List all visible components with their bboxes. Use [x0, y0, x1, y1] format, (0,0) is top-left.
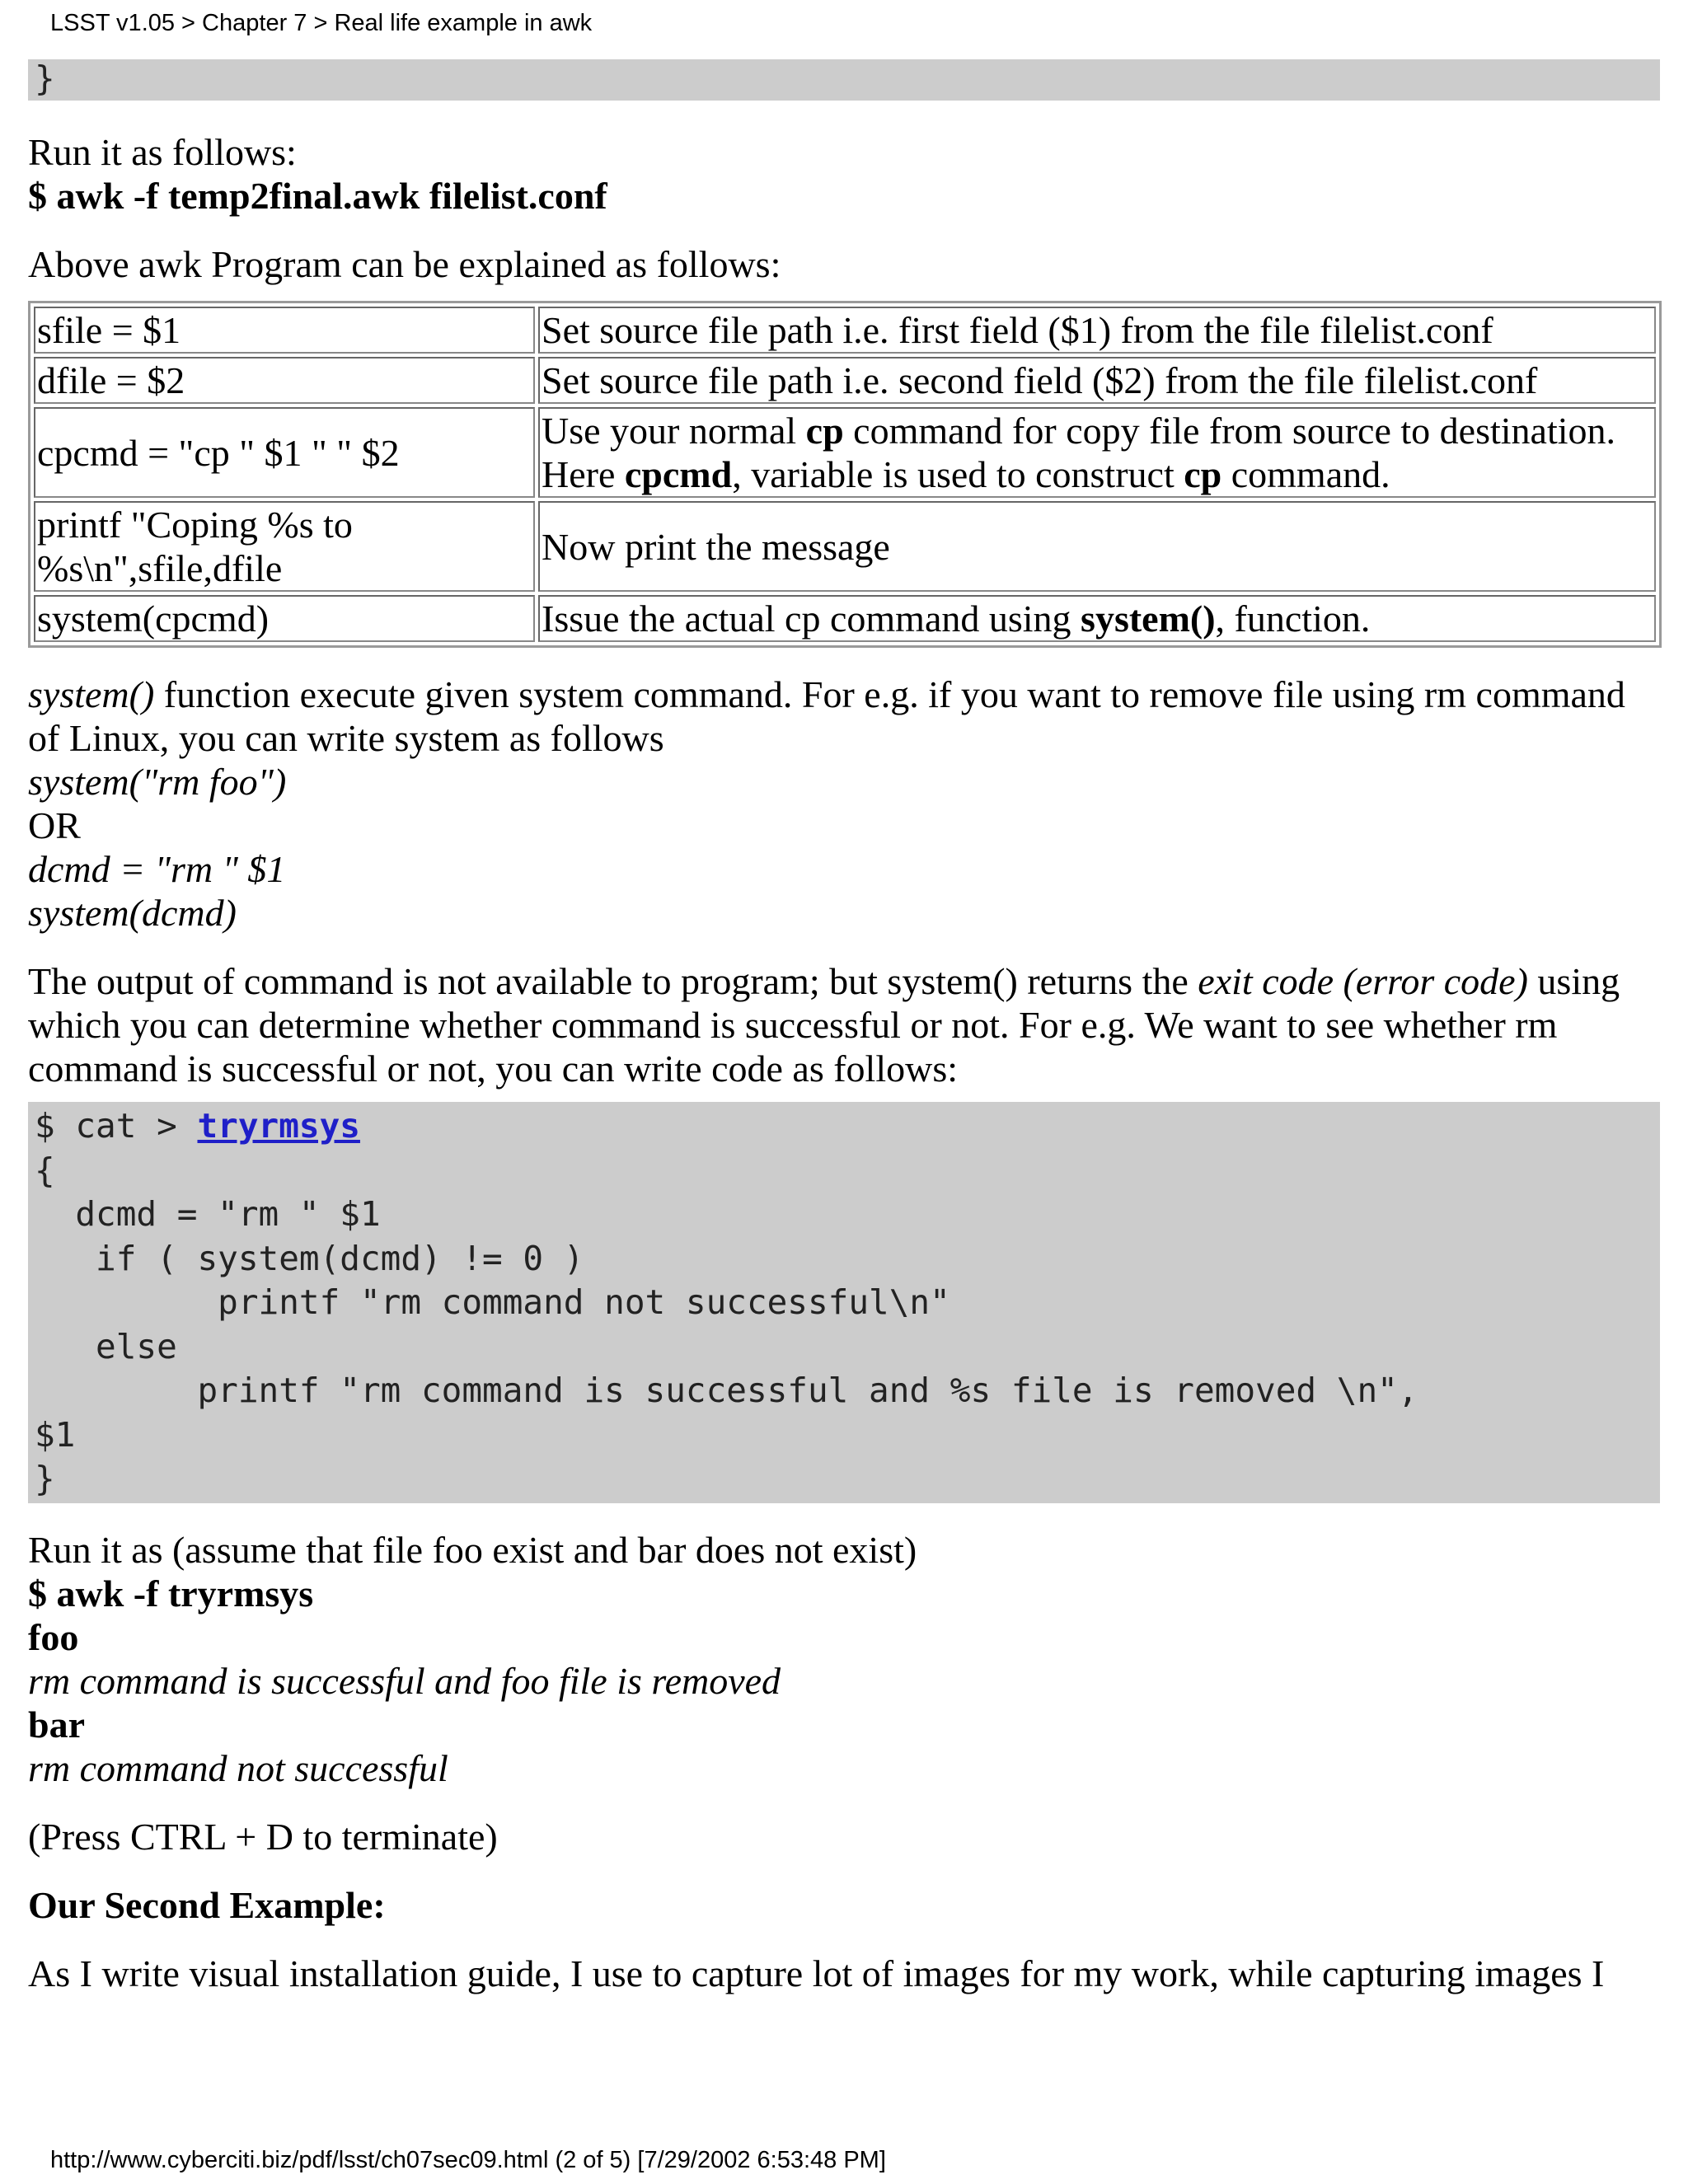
- table-row: [34, 501, 1656, 592]
- run-command: $ awk -f temp2final.awk filelist.conf: [28, 175, 607, 217]
- tryrmsys-link[interactable]: tryrmsys: [197, 1106, 360, 1146]
- table-cell-code: printf "Coping %s to %s\n",sfile,dfile: [34, 501, 535, 592]
- table-cell-desc: Issue the actual cp command using system(), function.: [538, 595, 1656, 642]
- table-cell-code: cpcmd = "cp " $1 " " $2: [34, 407, 535, 498]
- run-as-command: $ awk -f tryrmsys: [28, 1572, 314, 1615]
- system-example-2: dcmd = "rm " $1: [28, 848, 286, 890]
- system-example-3: system(dcmd): [28, 892, 237, 934]
- page-footer-url: http://www.cyberciti.biz/pdf/lsst/ch07sec09.html (2 of 5) [7/29/2002 6:53:48 PM]: [50, 2147, 886, 2173]
- or-text: OR: [28, 804, 81, 846]
- second-example-heading: Our Second Example:: [28, 1884, 386, 1926]
- page-header-breadcrumb: LSST v1.05 > Chapter 7 > Real life example in awk: [50, 10, 593, 36]
- table-row: [34, 595, 1656, 642]
- table-cell-code: sfile = $1: [34, 307, 535, 354]
- table-cell-code: system(cpcmd): [34, 595, 535, 642]
- run-as-intro: Run it as (assume that file foo exist and bar does not exist): [28, 1529, 917, 1571]
- table-row: [34, 357, 1656, 404]
- table-row: [34, 407, 1656, 498]
- output-bar: rm command not successful: [28, 1747, 448, 1789]
- output-paragraph: The output of command is not available to program; but system() returns the exit code (error code) using which you can determine whether command is successful or not. For e.g. We want to see whether rm command is successful or not, you can write code as follows:: [28, 960, 1620, 1090]
- output-foo: rm command is successful and foo file is removed: [28, 1660, 781, 1702]
- code-block-tryrmsys: $ cat > tryrmsys { dcmd = "rm " $1 if ( system(dcmd) != 0 ) printf "rm command not successful\n" else printf "rm command is successful and %s file is removed \n", $1 }: [28, 1102, 1660, 1503]
- table-cell-code: dfile = $2: [34, 357, 535, 404]
- input-bar: bar: [28, 1704, 85, 1746]
- page-content: [28, 59, 1660, 1995]
- table-cell-desc: Use your normal cp command for copy file from source to destination. Here cpcmd, variable is used to construct cp command.: [538, 407, 1656, 498]
- system-paragraph: system() function execute given system command. For e.g. if you want to remove file using rm command of Linux, you can write system as follows: [28, 673, 1625, 759]
- table-cell-desc: Now print the message: [538, 501, 1656, 592]
- explain-intro: Above awk Program can be explained as follows:: [28, 243, 781, 285]
- system-example-1: system("rm foo"): [28, 761, 287, 803]
- table-row: [34, 307, 1656, 354]
- explanation-table: [28, 301, 1662, 648]
- table-cell-desc: Set source file path i.e. second field ($2) from the file filelist.conf: [538, 357, 1656, 404]
- second-example-text: As I write visual installation guide, I use to capture lot of images for my work, while capturing images I: [28, 1952, 1605, 1994]
- input-foo: foo: [28, 1616, 79, 1658]
- code-block-closing: }: [28, 59, 1660, 101]
- press-ctrl-note: (Press CTRL + D to terminate): [28, 1816, 498, 1858]
- run-intro: Run it as follows:: [28, 131, 297, 173]
- table-cell-desc: Set source file path i.e. first field ($1) from the file filelist.conf: [538, 307, 1656, 354]
